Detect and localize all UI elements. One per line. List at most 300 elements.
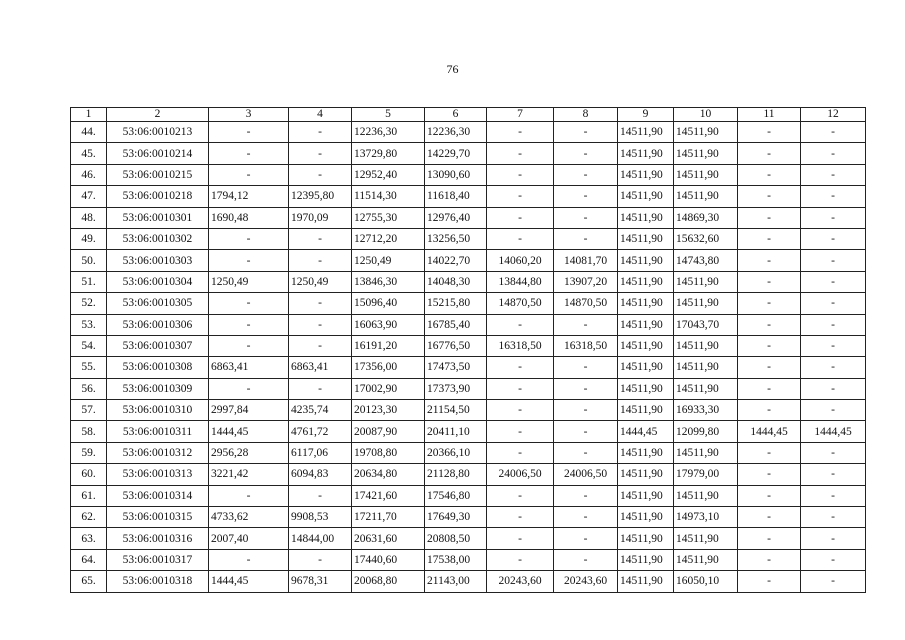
- value-cell: -: [289, 122, 352, 143]
- value-cell: 14511,90: [618, 357, 674, 378]
- table-row: [71, 314, 866, 335]
- cadastral-number-cell: 53:06:0010213: [107, 122, 209, 143]
- value-cell: -: [801, 507, 866, 528]
- row-number-cell: 47.: [71, 186, 107, 207]
- value-cell: 24006,50: [554, 464, 618, 485]
- value-cell: 2956,28: [209, 442, 289, 463]
- cadastral-number-cell: 53:06:0010311: [107, 421, 209, 442]
- value-cell: 14511,90: [618, 400, 674, 421]
- row-number-cell: 60.: [71, 464, 107, 485]
- value-cell: -: [209, 335, 289, 356]
- value-cell: -: [487, 186, 554, 207]
- value-cell: 20243,60: [487, 571, 554, 592]
- column-header-2: 2: [107, 108, 209, 122]
- value-cell: -: [554, 357, 618, 378]
- value-cell: 20366,10: [425, 442, 487, 463]
- value-cell: 14048,30: [425, 271, 487, 292]
- value-cell: 1250,49: [352, 250, 425, 271]
- value-cell: 14511,90: [674, 549, 738, 570]
- row-number-cell: 54.: [71, 335, 107, 356]
- table-row: [71, 293, 866, 314]
- value-cell: -: [487, 507, 554, 528]
- value-cell: -: [289, 250, 352, 271]
- row-number-cell: 53.: [71, 314, 107, 335]
- value-cell: -: [738, 549, 801, 570]
- value-cell: 14511,90: [618, 485, 674, 506]
- value-cell: 20087,90: [352, 421, 425, 442]
- value-cell: -: [801, 549, 866, 570]
- value-cell: -: [487, 421, 554, 442]
- row-number-cell: 48.: [71, 207, 107, 228]
- value-cell: -: [554, 442, 618, 463]
- table-row: [71, 421, 866, 442]
- value-cell: -: [738, 314, 801, 335]
- value-cell: -: [801, 143, 866, 164]
- row-number-cell: 58.: [71, 421, 107, 442]
- value-cell: 12755,30: [352, 207, 425, 228]
- cadastral-number-cell: 53:06:0010312: [107, 442, 209, 463]
- row-number-cell: 52.: [71, 293, 107, 314]
- value-cell: -: [487, 207, 554, 228]
- value-cell: 17440,60: [352, 549, 425, 570]
- value-cell: 14511,90: [618, 571, 674, 592]
- value-cell: -: [554, 485, 618, 506]
- value-cell: 4733,62: [209, 507, 289, 528]
- table-row: [71, 271, 866, 292]
- value-cell: -: [487, 314, 554, 335]
- table-row: [71, 507, 866, 528]
- value-cell: 16063,90: [352, 314, 425, 335]
- value-cell: -: [738, 528, 801, 549]
- value-cell: 14973,10: [674, 507, 738, 528]
- value-cell: 12236,30: [352, 122, 425, 143]
- value-cell: -: [738, 442, 801, 463]
- value-cell: -: [487, 549, 554, 570]
- value-cell: -: [209, 250, 289, 271]
- value-cell: -: [801, 228, 866, 249]
- value-cell: 3221,42: [209, 464, 289, 485]
- value-cell: 17538,00: [425, 549, 487, 570]
- value-cell: 1444,45: [801, 421, 866, 442]
- value-cell: 13846,30: [352, 271, 425, 292]
- value-cell: 20631,60: [352, 528, 425, 549]
- value-cell: 14511,90: [618, 442, 674, 463]
- value-cell: 1250,49: [289, 271, 352, 292]
- value-cell: -: [801, 528, 866, 549]
- value-cell: -: [487, 378, 554, 399]
- value-cell: -: [554, 314, 618, 335]
- value-cell: -: [289, 228, 352, 249]
- value-cell: 13844,80: [487, 271, 554, 292]
- cadastral-number-cell: 53:06:0010305: [107, 293, 209, 314]
- table-row: [71, 335, 866, 356]
- value-cell: -: [289, 378, 352, 399]
- value-cell: -: [738, 164, 801, 185]
- cadastral-number-cell: 53:06:0010314: [107, 485, 209, 506]
- value-cell: 14511,90: [618, 186, 674, 207]
- value-cell: 14511,90: [618, 122, 674, 143]
- value-cell: 14229,70: [425, 143, 487, 164]
- table-row: [71, 485, 866, 506]
- value-cell: 14844,00: [289, 528, 352, 549]
- value-cell: 14060,20: [487, 250, 554, 271]
- value-cell: 14511,90: [618, 549, 674, 570]
- value-cell: 14022,70: [425, 250, 487, 271]
- value-cell: -: [209, 122, 289, 143]
- value-cell: 12952,40: [352, 164, 425, 185]
- value-cell: -: [738, 400, 801, 421]
- value-cell: 19708,80: [352, 442, 425, 463]
- value-cell: -: [801, 442, 866, 463]
- row-number-cell: 56.: [71, 378, 107, 399]
- value-cell: -: [738, 507, 801, 528]
- value-cell: 14511,90: [618, 464, 674, 485]
- table-row: [71, 528, 866, 549]
- value-cell: -: [209, 164, 289, 185]
- value-cell: 1444,45: [209, 571, 289, 592]
- column-header-12: 12: [801, 108, 866, 122]
- cadastral-number-cell: 53:06:0010318: [107, 571, 209, 592]
- value-cell: 16050,10: [674, 571, 738, 592]
- value-cell: 20068,80: [352, 571, 425, 592]
- value-cell: -: [801, 571, 866, 592]
- value-cell: 1690,48: [209, 207, 289, 228]
- value-cell: -: [554, 207, 618, 228]
- table-row: [71, 357, 866, 378]
- column-header-6: 6: [425, 108, 487, 122]
- value-cell: -: [554, 228, 618, 249]
- column-header-8: 8: [554, 108, 618, 122]
- value-cell: 6863,41: [209, 357, 289, 378]
- row-number-cell: 46.: [71, 164, 107, 185]
- value-cell: 16191,20: [352, 335, 425, 356]
- table-row: [71, 228, 866, 249]
- value-cell: -: [738, 464, 801, 485]
- column-header-11: 11: [738, 108, 801, 122]
- value-cell: -: [209, 293, 289, 314]
- page-number: 76: [446, 62, 459, 76]
- cadastral-number-cell: 53:06:0010316: [107, 528, 209, 549]
- table-row: [71, 122, 866, 143]
- value-cell: 14511,90: [618, 314, 674, 335]
- value-cell: 14511,90: [674, 528, 738, 549]
- row-number-cell: 65.: [71, 571, 107, 592]
- value-cell: 14743,80: [674, 250, 738, 271]
- value-cell: 14870,50: [554, 293, 618, 314]
- value-cell: 14511,90: [674, 357, 738, 378]
- table-row: [71, 164, 866, 185]
- value-cell: 14511,90: [674, 442, 738, 463]
- value-cell: 21143,00: [425, 571, 487, 592]
- value-cell: 17546,80: [425, 485, 487, 506]
- value-cell: 20243,60: [554, 571, 618, 592]
- value-cell: -: [487, 442, 554, 463]
- value-cell: 12099,80: [674, 421, 738, 442]
- value-cell: -: [209, 143, 289, 164]
- value-cell: 17979,00: [674, 464, 738, 485]
- value-cell: 17043,70: [674, 314, 738, 335]
- value-cell: 15215,80: [425, 293, 487, 314]
- value-cell: 12976,40: [425, 207, 487, 228]
- row-number-cell: 59.: [71, 442, 107, 463]
- column-header-3: 3: [209, 108, 289, 122]
- value-cell: 20123,30: [352, 400, 425, 421]
- value-cell: -: [801, 485, 866, 506]
- value-cell: 6094,83: [289, 464, 352, 485]
- value-cell: 14511,90: [618, 271, 674, 292]
- value-cell: -: [801, 357, 866, 378]
- value-cell: -: [738, 143, 801, 164]
- value-cell: -: [554, 400, 618, 421]
- value-cell: 14870,50: [487, 293, 554, 314]
- value-cell: -: [289, 485, 352, 506]
- cadastral-number-cell: 53:06:0010313: [107, 464, 209, 485]
- value-cell: -: [209, 228, 289, 249]
- value-cell: 14511,90: [674, 335, 738, 356]
- value-cell: -: [738, 228, 801, 249]
- table-body: [71, 108, 866, 593]
- value-cell: -: [801, 122, 866, 143]
- table-row: [71, 549, 866, 570]
- value-cell: 1444,45: [618, 421, 674, 442]
- row-number-cell: 49.: [71, 228, 107, 249]
- table-row: [71, 442, 866, 463]
- value-cell: -: [289, 549, 352, 570]
- value-cell: -: [738, 250, 801, 271]
- cadastral-number-cell: 53:06:0010215: [107, 164, 209, 185]
- cadastral-number-cell: 53:06:0010317: [107, 549, 209, 570]
- value-cell: 9678,31: [289, 571, 352, 592]
- value-cell: 12712,20: [352, 228, 425, 249]
- value-cell: -: [487, 228, 554, 249]
- cadastral-number-cell: 53:06:0010306: [107, 314, 209, 335]
- cadastral-number-cell: 53:06:0010304: [107, 271, 209, 292]
- value-cell: -: [554, 186, 618, 207]
- value-cell: 11514,30: [352, 186, 425, 207]
- value-cell: -: [209, 549, 289, 570]
- value-cell: -: [554, 549, 618, 570]
- value-cell: 12395,80: [289, 186, 352, 207]
- value-cell: -: [289, 143, 352, 164]
- value-cell: 15632,60: [674, 228, 738, 249]
- value-cell: 14511,90: [618, 507, 674, 528]
- value-cell: -: [738, 357, 801, 378]
- value-cell: 15096,40: [352, 293, 425, 314]
- value-cell: -: [738, 186, 801, 207]
- value-cell: 14869,30: [674, 207, 738, 228]
- value-cell: -: [554, 378, 618, 399]
- cadastral-number-cell: 53:06:0010214: [107, 143, 209, 164]
- value-cell: 14511,90: [618, 250, 674, 271]
- value-cell: 9908,53: [289, 507, 352, 528]
- value-cell: -: [289, 164, 352, 185]
- value-cell: -: [738, 293, 801, 314]
- value-cell: 20411,10: [425, 421, 487, 442]
- value-cell: -: [289, 335, 352, 356]
- value-cell: 17649,30: [425, 507, 487, 528]
- value-cell: 17002,90: [352, 378, 425, 399]
- value-cell: -: [801, 400, 866, 421]
- value-cell: 12236,30: [425, 122, 487, 143]
- value-cell: -: [801, 335, 866, 356]
- value-cell: 14511,90: [618, 207, 674, 228]
- table-row: [71, 207, 866, 228]
- value-cell: 1444,45: [209, 421, 289, 442]
- value-cell: -: [487, 164, 554, 185]
- value-cell: 4235,74: [289, 400, 352, 421]
- value-cell: 20808,50: [425, 528, 487, 549]
- value-cell: 2997,84: [209, 400, 289, 421]
- value-cell: 17373,90: [425, 378, 487, 399]
- value-cell: -: [554, 143, 618, 164]
- value-cell: -: [738, 207, 801, 228]
- value-cell: 14081,70: [554, 250, 618, 271]
- value-cell: -: [209, 314, 289, 335]
- row-number-cell: 55.: [71, 357, 107, 378]
- table-row: [71, 464, 866, 485]
- table-row: [71, 378, 866, 399]
- row-number-cell: 61.: [71, 485, 107, 506]
- cadastral-number-cell: 53:06:0010315: [107, 507, 209, 528]
- value-cell: -: [487, 528, 554, 549]
- value-cell: -: [738, 485, 801, 506]
- table-row: [71, 186, 866, 207]
- header-row: [71, 108, 866, 122]
- value-cell: 6863,41: [289, 357, 352, 378]
- value-cell: -: [487, 400, 554, 421]
- cadastral-number-cell: 53:06:0010310: [107, 400, 209, 421]
- value-cell: 17356,00: [352, 357, 425, 378]
- value-cell: 17473,50: [425, 357, 487, 378]
- value-cell: 1444,45: [738, 421, 801, 442]
- table-row: [71, 400, 866, 421]
- row-number-cell: 63.: [71, 528, 107, 549]
- value-cell: -: [738, 571, 801, 592]
- value-cell: 16785,40: [425, 314, 487, 335]
- value-cell: -: [487, 143, 554, 164]
- value-cell: -: [554, 164, 618, 185]
- value-cell: -: [289, 293, 352, 314]
- value-cell: -: [801, 186, 866, 207]
- value-cell: 20634,80: [352, 464, 425, 485]
- cadastral-number-cell: 53:06:0010307: [107, 335, 209, 356]
- value-cell: 6117,06: [289, 442, 352, 463]
- value-cell: 13090,60: [425, 164, 487, 185]
- value-cell: -: [487, 122, 554, 143]
- value-cell: 14511,90: [674, 186, 738, 207]
- row-number-cell: 45.: [71, 143, 107, 164]
- value-cell: 17211,70: [352, 507, 425, 528]
- value-cell: -: [801, 293, 866, 314]
- value-cell: -: [738, 122, 801, 143]
- value-cell: -: [209, 378, 289, 399]
- value-cell: 16776,50: [425, 335, 487, 356]
- value-cell: -: [738, 271, 801, 292]
- value-cell: -: [738, 335, 801, 356]
- value-cell: -: [289, 314, 352, 335]
- value-cell: 14511,90: [674, 164, 738, 185]
- value-cell: 16318,50: [554, 335, 618, 356]
- cadastral-number-cell: 53:06:0010303: [107, 250, 209, 271]
- value-cell: 14511,90: [674, 378, 738, 399]
- table-row: [71, 250, 866, 271]
- value-cell: 14511,90: [618, 143, 674, 164]
- value-cell: -: [801, 250, 866, 271]
- cadastral-number-cell: 53:06:0010218: [107, 186, 209, 207]
- value-cell: -: [801, 207, 866, 228]
- value-cell: 21154,50: [425, 400, 487, 421]
- value-cell: -: [487, 357, 554, 378]
- value-cell: 13729,80: [352, 143, 425, 164]
- value-cell: 1794,12: [209, 186, 289, 207]
- value-cell: 11618,40: [425, 186, 487, 207]
- value-cell: 1250,49: [209, 271, 289, 292]
- row-number-cell: 44.: [71, 122, 107, 143]
- value-cell: 14511,90: [674, 485, 738, 506]
- value-cell: -: [554, 122, 618, 143]
- cadastral-number-cell: 53:06:0010301: [107, 207, 209, 228]
- value-cell: 14511,90: [674, 143, 738, 164]
- value-cell: 14511,90: [674, 293, 738, 314]
- column-header-4: 4: [289, 108, 352, 122]
- row-number-cell: 62.: [71, 507, 107, 528]
- value-cell: -: [554, 421, 618, 442]
- value-cell: 16933,30: [674, 400, 738, 421]
- value-cell: -: [738, 378, 801, 399]
- value-cell: -: [801, 464, 866, 485]
- value-cell: -: [487, 485, 554, 506]
- value-cell: 21128,80: [425, 464, 487, 485]
- row-number-cell: 57.: [71, 400, 107, 421]
- value-cell: 1970,09: [289, 207, 352, 228]
- value-cell: 13256,50: [425, 228, 487, 249]
- row-number-cell: 64.: [71, 549, 107, 570]
- value-cell: 14511,90: [618, 528, 674, 549]
- column-header-1: 1: [71, 108, 107, 122]
- value-cell: 4761,72: [289, 421, 352, 442]
- value-cell: 14511,90: [674, 122, 738, 143]
- value-cell: 14511,90: [674, 271, 738, 292]
- value-cell: -: [554, 507, 618, 528]
- cadastral-number-cell: 53:06:0010308: [107, 357, 209, 378]
- table-row: [71, 571, 866, 592]
- value-cell: 2007,40: [209, 528, 289, 549]
- column-header-10: 10: [674, 108, 738, 122]
- data-table: [70, 107, 866, 593]
- value-cell: 14511,90: [618, 164, 674, 185]
- value-cell: 14511,90: [618, 335, 674, 356]
- table-row: [71, 143, 866, 164]
- value-cell: -: [209, 485, 289, 506]
- row-number-cell: 50.: [71, 250, 107, 271]
- value-cell: 13907,20: [554, 271, 618, 292]
- cadastral-number-cell: 53:06:0010302: [107, 228, 209, 249]
- value-cell: 14511,90: [618, 228, 674, 249]
- value-cell: -: [801, 378, 866, 399]
- value-cell: -: [801, 314, 866, 335]
- value-cell: -: [801, 164, 866, 185]
- value-cell: 16318,50: [487, 335, 554, 356]
- value-cell: 24006,50: [487, 464, 554, 485]
- row-number-cell: 51.: [71, 271, 107, 292]
- value-cell: 14511,90: [618, 378, 674, 399]
- value-cell: -: [801, 271, 866, 292]
- cadastral-number-cell: 53:06:0010309: [107, 378, 209, 399]
- column-header-7: 7: [487, 108, 554, 122]
- column-header-9: 9: [618, 108, 674, 122]
- value-cell: 17421,60: [352, 485, 425, 506]
- value-cell: -: [554, 528, 618, 549]
